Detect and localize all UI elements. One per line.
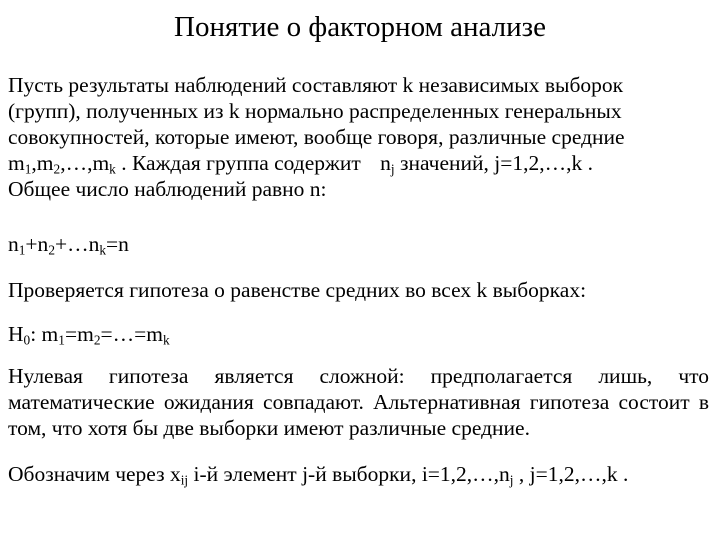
equals-n: =n <box>106 232 129 256</box>
notation-text <box>8 461 709 487</box>
n-symbol: +n <box>25 232 49 256</box>
subscript-2: 2 <box>53 161 61 177</box>
hypothesis-text: Проверяется гипотеза о равенстве средних во всех k выборках: <box>8 278 587 302</box>
intro-line-2: (групп), полученных из k нормально распределенных генеральных <box>8 99 622 123</box>
notation-prefix: Обозначим через x <box>8 462 181 486</box>
m-symbol: =m <box>64 322 94 346</box>
n-symbol: n <box>8 232 19 256</box>
notation-middle: i-й элемент j-й выборки, i=1,2,…,n <box>188 462 510 486</box>
intro-line-5: Общее число наблюдений равно n: <box>8 177 327 201</box>
subscript-1: 1 <box>24 161 32 177</box>
subscript-ij: ij <box>180 472 189 488</box>
subscript-1: 1 <box>18 242 26 258</box>
h-symbol: H <box>8 322 24 346</box>
notation-suffix: , j=1,2,…,k . <box>513 462 629 486</box>
subscript-k: k <box>99 242 107 258</box>
null-hypothesis-explanation: Нулевая гипотеза является сложной: предполагается лишь, что математические ожидания совпадают. Альтернативная гипотеза состоит в том, что хотя бы две выборки имеют различные средние. <box>8 364 709 440</box>
subscript-1: 1 <box>58 332 65 348</box>
n-symbol: +…n <box>54 232 100 256</box>
intro-line-3: совокупностей, которые имеют, вообще говоря, различные средние <box>8 125 625 149</box>
n-symbol: n <box>380 151 391 175</box>
subscript-k: k <box>109 161 116 177</box>
subscript-k: k <box>162 332 170 348</box>
m-symbol: : m <box>30 322 59 346</box>
m-symbol: =…=m <box>100 322 163 346</box>
subscript-j: j <box>509 472 514 488</box>
values-text: значений, j=1,2,…,k . <box>394 151 594 175</box>
subscript-2: 2 <box>48 242 55 258</box>
intro-paragraph <box>8 72 709 202</box>
m-symbol: ,…,m <box>60 151 110 175</box>
intro-line-4 <box>8 150 709 176</box>
m-symbol: m <box>8 151 25 175</box>
subscript-0: 0 <box>23 332 31 348</box>
group-text: . Каждая группа содержит <box>115 151 367 175</box>
null-hypothesis-equation <box>8 321 709 347</box>
slide-title: Понятие о факторном анализе <box>174 11 546 43</box>
subscript-2: 2 <box>93 332 101 348</box>
m-symbol: ,m <box>31 151 54 175</box>
intro-line-1: Пусть результаты наблюдений составляют k независимых выборок <box>8 73 624 97</box>
sum-equation <box>8 231 709 257</box>
subscript-j: j <box>390 161 395 177</box>
